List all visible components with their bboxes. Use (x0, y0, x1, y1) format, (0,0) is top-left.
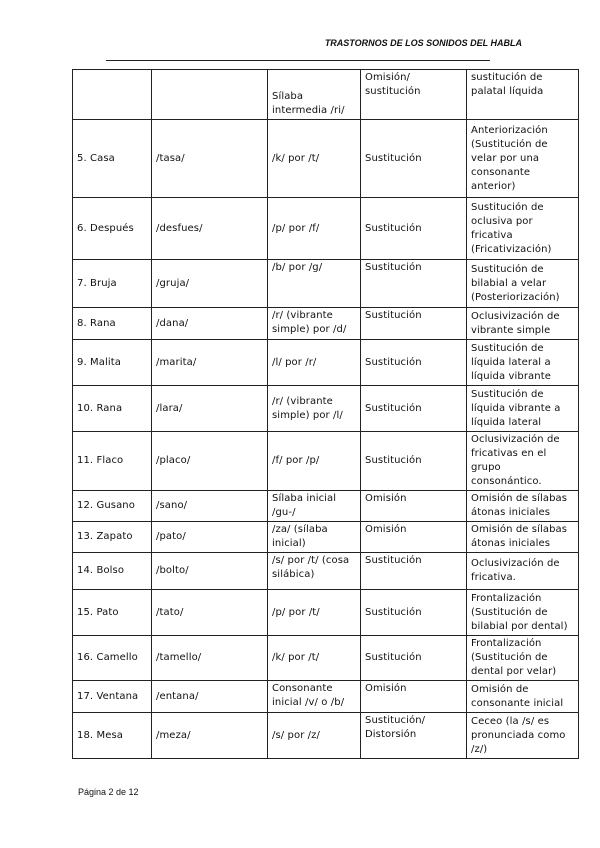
row-description-cell: Omisión de sílabas átonas iniciales (467, 522, 579, 553)
document-header-title: TRASTORNOS DE LOS SONIDOS DEL HABLA (324, 38, 522, 48)
row-type-cell: Sustitución (361, 120, 467, 198)
row-phonetic-cell: /meza/ (152, 713, 268, 759)
row-process-cell: Consonante inicial /v/ o /b/ (268, 681, 361, 713)
row-type-cell: Sustitución (361, 590, 467, 636)
table-row (73, 522, 579, 553)
row-word-cell: 10. Rana (73, 386, 152, 432)
row-type-cell: Sustitución (361, 386, 467, 432)
table-header-row (73, 70, 579, 120)
row-type-cell: Sustitución/ Distorsión (361, 713, 467, 759)
row-description-cell: Oclusivización de fricativas en el grupo consonántico. (467, 432, 579, 491)
row-phonetic-cell: /sano/ (152, 491, 268, 522)
header-cell-word (73, 70, 152, 120)
row-process-cell: /s/ por /z/ (268, 713, 361, 759)
row-description-cell: Omisión de consonante inicial (467, 681, 579, 713)
row-phonetic-cell: /tasa/ (152, 120, 268, 198)
row-phonetic-cell: /tato/ (152, 590, 268, 636)
row-word-cell: 9. Malita (73, 340, 152, 386)
row-word-cell: 16. Camello (73, 636, 152, 681)
row-type-cell: Omisión (361, 681, 467, 713)
row-phonetic-cell: /tamello/ (152, 636, 268, 681)
row-word-cell: 17. Ventana (73, 681, 152, 713)
table-row (73, 590, 579, 636)
header-cell-type: Omisión/ sustitución (361, 70, 467, 120)
row-type-cell: Sustitución (361, 340, 467, 386)
row-word-cell: 7. Bruja (73, 260, 152, 308)
row-word-cell: 6. Después (73, 198, 152, 260)
row-word-cell: 14. Bolso (73, 553, 152, 590)
row-phonetic-cell: /lara/ (152, 386, 268, 432)
row-type-cell: Omisión (361, 522, 467, 553)
row-description-cell: Anteriorización (Sustitución de velar por una consonante anterior) (467, 120, 579, 198)
row-word-cell: 11. Flaco (73, 432, 152, 491)
header-cell-process: Sílaba intermedia /ri/ (268, 70, 361, 120)
row-description-cell: Omisión de sílabas átonas iniciales (467, 491, 579, 522)
row-process-cell: Sílaba inicial /gu-/ (268, 491, 361, 522)
row-description-cell: Frontalización (Sustitución de bilabial por dental) (467, 590, 579, 636)
header-cell-description: sustitución de palatal líquida (467, 70, 579, 120)
row-process-cell: /r/ (vibrante simple) por /d/ (268, 308, 361, 340)
table-row (73, 308, 579, 340)
table-row (73, 553, 579, 590)
table-row (73, 432, 579, 491)
row-description-cell: Sustitución de bilabial a velar (Posteriorización) (467, 260, 579, 308)
row-type-cell: Omisión (361, 491, 467, 522)
row-phonetic-cell: /entana/ (152, 681, 268, 713)
row-process-cell: /k/ por /t/ (268, 120, 361, 198)
row-word-cell: 8. Rana (73, 308, 152, 340)
row-phonetic-cell: /gruja/ (152, 260, 268, 308)
row-description-cell: Sustitución de líquida lateral a líquida vibrante (467, 340, 579, 386)
row-type-cell: Sustitución (361, 432, 467, 491)
row-word-cell: 18. Mesa (73, 713, 152, 759)
page-number: Página 2 de 12 (78, 787, 139, 797)
row-word-cell: 15. Pato (73, 590, 152, 636)
row-process-cell: /p/ por /f/ (268, 198, 361, 260)
row-process-cell: /p/ por /t/ (268, 590, 361, 636)
row-type-cell: Sustitución (361, 198, 467, 260)
row-type-cell: Sustitución (361, 308, 467, 340)
table-row (73, 340, 579, 386)
table-row (73, 198, 579, 260)
phonological-process-table (72, 69, 579, 759)
table-row (73, 636, 579, 681)
row-description-cell: Sustitución de líquida vibrante a líquida lateral (467, 386, 579, 432)
row-phonetic-cell: /placo/ (152, 432, 268, 491)
header-divider (106, 60, 490, 61)
row-process-cell: /za/ (sílaba inicial) (268, 522, 361, 553)
row-phonetic-cell: /bolto/ (152, 553, 268, 590)
row-description-cell: Ceceo (la /s/ es pronunciada como /z/) (467, 713, 579, 759)
row-phonetic-cell: /desfues/ (152, 198, 268, 260)
row-phonetic-cell: /dana/ (152, 308, 268, 340)
table-row (73, 681, 579, 713)
table-row (73, 713, 579, 759)
row-process-cell: /f/ por /p/ (268, 432, 361, 491)
row-word-cell: 5. Casa (73, 120, 152, 198)
row-description-cell: Sustitución de oclusiva por fricativa (Fricativización) (467, 198, 579, 260)
row-description-cell: Oclusivización de fricativa. (467, 553, 579, 590)
row-phonetic-cell: /marita/ (152, 340, 268, 386)
row-description-cell: Frontalización (Sustitución de dental por velar) (467, 636, 579, 681)
row-word-cell: 13. Zapato (73, 522, 152, 553)
table-row (73, 386, 579, 432)
row-process-cell: /b/ por /g/ (268, 260, 361, 308)
row-process-cell: /k/ por /t/ (268, 636, 361, 681)
header-cell-phonetic (152, 70, 268, 120)
table-row (73, 120, 579, 198)
row-description-cell: Oclusivización de vibrante simple (467, 308, 579, 340)
row-process-cell: /l/ por /r/ (268, 340, 361, 386)
row-process-cell: /r/ (vibrante simple) por /l/ (268, 386, 361, 432)
table-row (73, 260, 579, 308)
table-row (73, 491, 579, 522)
row-type-cell: Sustitución (361, 553, 467, 590)
row-phonetic-cell: /pato/ (152, 522, 268, 553)
row-type-cell: Sustitución (361, 636, 467, 681)
row-word-cell: 12. Gusano (73, 491, 152, 522)
row-process-cell: /s/ por /t/ (cosa silábica) (268, 553, 361, 590)
row-type-cell: Sustitución (361, 260, 467, 308)
